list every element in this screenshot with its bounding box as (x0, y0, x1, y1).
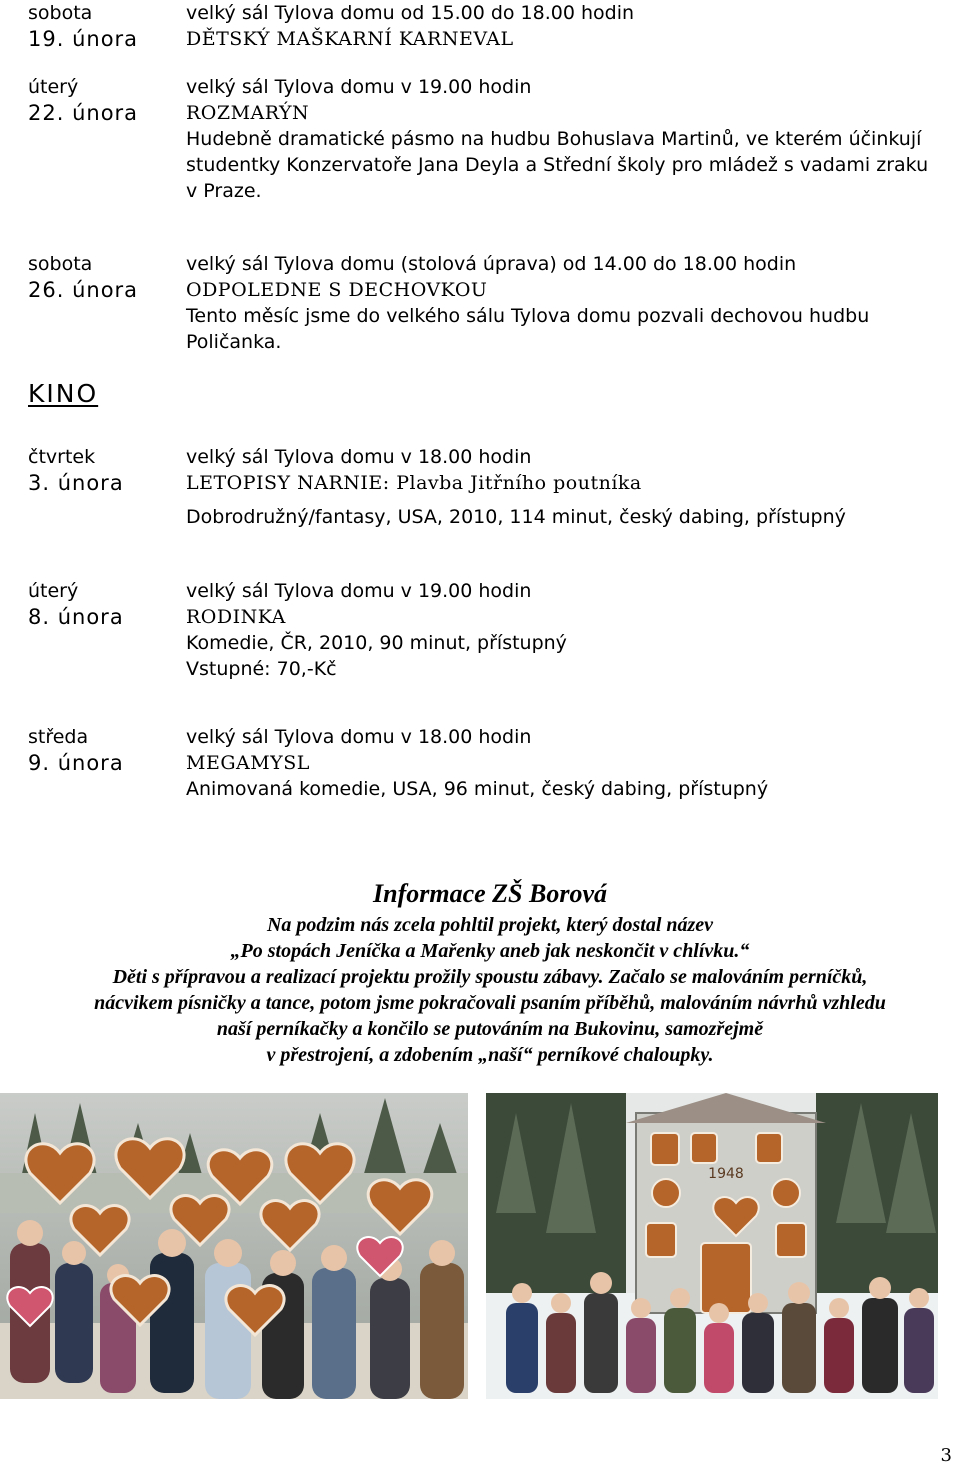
event-day: sobota (28, 2, 93, 24)
event-date: 22. února (28, 101, 139, 125)
event-description-line: Tento měsíc jsme do velkého sálu Tylova domu pozvali dechovou hudbu (186, 305, 870, 327)
event-date: 19. února (28, 27, 139, 51)
event-description-line: v Praze. (186, 180, 262, 202)
event-venue: velký sál Tylova domu (stolová úprava) od 14.00 do 18.00 hodin (186, 253, 797, 275)
section-heading-kino: KINO (28, 379, 99, 408)
event-title: LETOPISY NARNIE: Plavba Jitřního poutníka (186, 472, 642, 494)
event-date: 8. února (28, 605, 124, 629)
school-info-line: v přestrojení, a zdobením „naší“ perníkové chaloupky. (266, 1044, 714, 1066)
school-info-line: „Po stopách Jeníčka a Mařenky aneb jak neskončit v chlívku.“ (230, 940, 750, 962)
event-venue: velký sál Tylova domu v 19.00 hodin (186, 580, 532, 602)
photo-children-gingerbread-hearts (0, 1093, 468, 1399)
school-info-line: Děti s přípravou a realizací projektu prožily spoustu zábavy. Začalo se malováním perníčků, (112, 966, 868, 988)
event-description-line: Hudebně dramatické pásmo na hudbu Bohuslava Martinů, ve kterém účinkují (186, 128, 922, 150)
event-date: 9. února (28, 751, 124, 775)
event-description-line: Dobrodružný/fantasy, USA, 2010, 114 minut, český dabing, přístupný (186, 506, 846, 528)
event-description-line: Animovaná komedie, USA, 96 minut, český dabing, přístupný (186, 778, 769, 800)
house-year: 1948 (708, 1166, 744, 1182)
event-day: středa (28, 726, 89, 748)
event-venue: velký sál Tylova domu v 19.00 hodin (186, 76, 532, 98)
event-title: ODPOLEDNE S DECHOVKOU (186, 279, 488, 301)
school-info-block (20, 876, 960, 1068)
event-title: MEGAMYSL (186, 752, 310, 774)
event-venue: velký sál Tylova domu od 15.00 do 18.00 hodin (186, 2, 635, 24)
event-date: 3. února (28, 471, 124, 495)
event-title: DĚTSKÝ MAŠKARNÍ KARNEVAL (186, 28, 514, 50)
event-description-line: Vstupné: 70,-Kč (186, 658, 337, 680)
page-number: 3 (940, 1445, 952, 1466)
school-info-line: naší perníkačky a končilo se putováním na Bukovinu, samozřejmě (216, 1018, 764, 1040)
event-description-line: Poličanka. (186, 331, 282, 353)
school-info-line: Na podzim nás zcela pohltil projekt, který dostal název (266, 914, 714, 936)
event-date: 26. února (28, 278, 139, 302)
event-day: úterý (28, 76, 79, 98)
event-description-line: studentky Konzervatoře Jana Deyla a Střední školy pro mládež s vadami zraku (186, 154, 929, 176)
event-title: ROZMARÝN (186, 102, 310, 124)
event-day: úterý (28, 580, 79, 602)
event-day: čtvrtek (28, 446, 96, 468)
school-info-title: Informace ZŠ Borová (373, 879, 607, 908)
event-description-line: Komedie, ČR, 2010, 90 minut, přístupný (186, 632, 567, 654)
event-venue: velký sál Tylova domu v 18.00 hodin (186, 446, 532, 468)
event-venue: velký sál Tylova domu v 18.00 hodin (186, 726, 532, 748)
event-title: RODINKA (186, 606, 286, 628)
event-day: sobota (28, 253, 93, 275)
photo-gingerbread-house-children (486, 1093, 938, 1399)
school-info-line: nácvikem písničky a tance, potom jsme pokračovali psaním příběhů, malováním návrhů vzhledu (94, 992, 886, 1014)
